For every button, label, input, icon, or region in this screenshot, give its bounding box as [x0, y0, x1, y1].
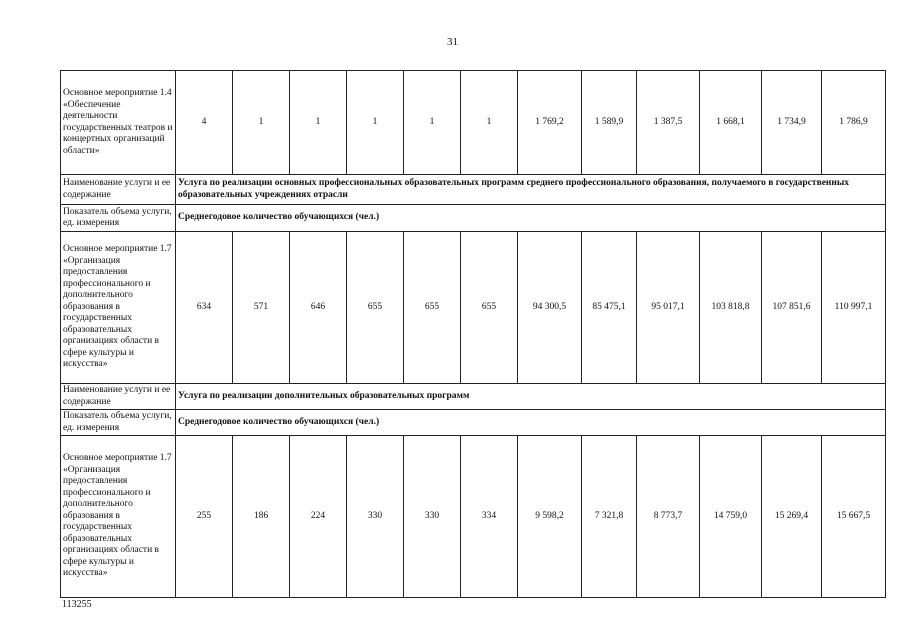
table-cell: 1 769,2 — [518, 71, 582, 175]
table-cell: 634 — [176, 232, 233, 384]
table-cell: 110 997,1 — [822, 232, 886, 384]
table-cell: 1 668,1 — [700, 71, 762, 175]
table-row — [61, 436, 886, 598]
service-name: Услуга по реализации дополнительных образовательных программ — [176, 384, 886, 410]
indicator-text: Среднегодовое количество обучающихся (чел.) — [176, 205, 886, 232]
table-cell: 15 667,5 — [822, 436, 886, 598]
table-cell: 8 773,7 — [637, 436, 700, 598]
table-row — [61, 410, 886, 436]
service-name-label: Наименование услуги и ее содержание — [61, 384, 176, 410]
table-cell: 224 — [290, 436, 347, 598]
table-cell: 7 321,8 — [582, 436, 637, 598]
page-number: 31 — [447, 36, 458, 48]
table-cell: 655 — [347, 232, 404, 384]
table-cell: 1 734,9 — [762, 71, 822, 175]
service-name: Услуга по реализации основных профессиональных образовательных программ среднего профессионального образования, получаемого в государственных образовательных учреждениях отрасли — [176, 175, 886, 205]
table-cell: 1 387,5 — [637, 71, 700, 175]
table-cell: 1 — [233, 71, 290, 175]
table-cell: 15 269,4 — [762, 436, 822, 598]
table-row — [61, 71, 886, 175]
table-cell: 1 589,9 — [582, 71, 637, 175]
table-cell: 330 — [404, 436, 461, 598]
table-cell: 14 759,0 — [700, 436, 762, 598]
table-cell: 655 — [461, 232, 518, 384]
table-cell: 1 — [347, 71, 404, 175]
table-cell: 103 818,8 — [700, 232, 762, 384]
table-row — [61, 205, 886, 232]
measure-label: Основное мероприятие 1.7 «Организация предоставления профессионального и дополнительного образования в государственных образовательных организациях области в сфере культуры и искусства» — [61, 232, 176, 384]
table-cell: 107 851,6 — [762, 232, 822, 384]
table-cell: 255 — [176, 436, 233, 598]
table-cell: 334 — [461, 436, 518, 598]
table-cell: 95 017,1 — [637, 232, 700, 384]
table-cell: 1 — [290, 71, 347, 175]
table-cell: 9 598,2 — [518, 436, 582, 598]
table-cell: 94 300,5 — [518, 232, 582, 384]
budget-table — [60, 70, 886, 598]
table-row — [61, 232, 886, 384]
table-cell: 4 — [176, 71, 233, 175]
table-cell: 646 — [290, 232, 347, 384]
table-cell: 655 — [404, 232, 461, 384]
indicator-label: Показатель объема услуги, ед. измерения — [61, 410, 176, 436]
measure-label: Основное мероприятие 1.4 «Обеспечение деятельности государственных театров и концертных организаций области» — [61, 71, 176, 175]
table-cell: 186 — [233, 436, 290, 598]
table-cell: 1 — [404, 71, 461, 175]
indicator-label: Показатель объема услуги, ед. измерения — [61, 205, 176, 232]
table-row — [61, 175, 886, 205]
measure-label: Основное мероприятие 1.7 «Организация предоставления профессионального и дополнительного образования в государственных образовательных организациях области в сфере культуры и искусства» — [61, 436, 176, 598]
table-row — [61, 384, 886, 410]
table-cell: 1 786,9 — [822, 71, 886, 175]
table-cell: 330 — [347, 436, 404, 598]
document-code: 113255 — [62, 599, 92, 610]
table-cell: 85 475,1 — [582, 232, 637, 384]
indicator-text: Среднегодовое количество обучающихся (чел.) — [176, 410, 886, 436]
service-name-label: Наименование услуги и ее содержание — [61, 175, 176, 205]
table-cell: 571 — [233, 232, 290, 384]
table-cell: 1 — [461, 71, 518, 175]
